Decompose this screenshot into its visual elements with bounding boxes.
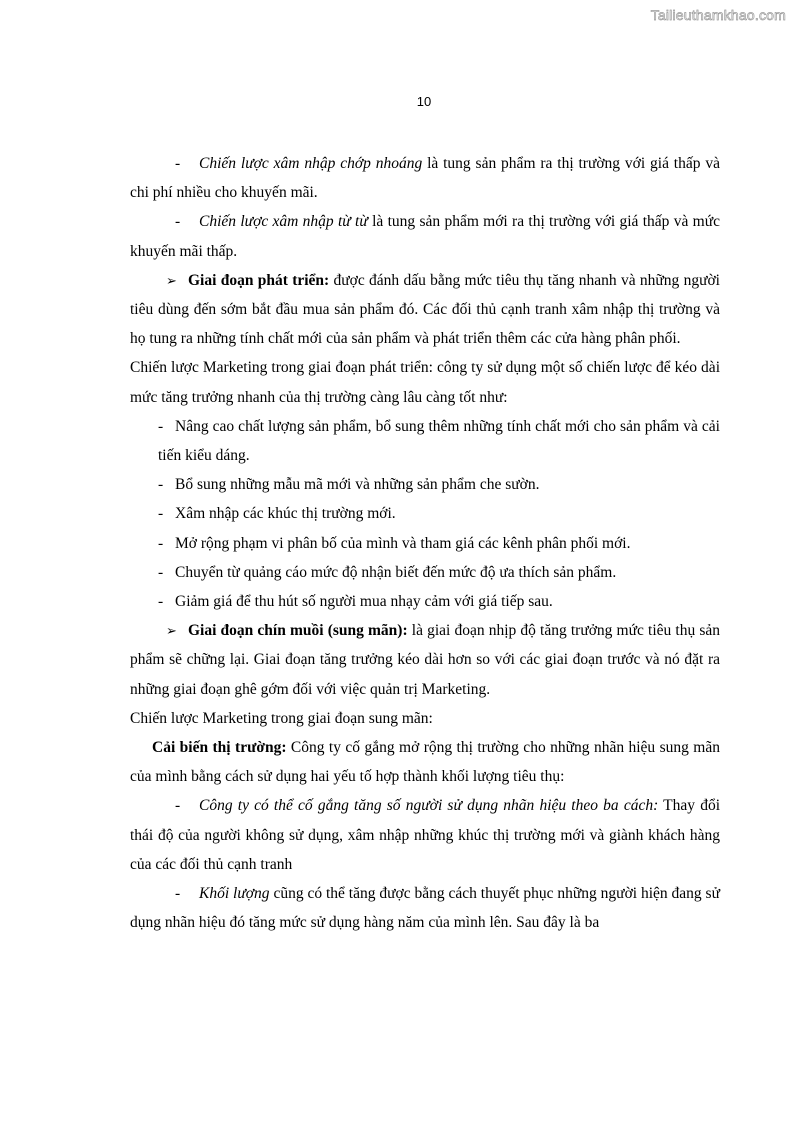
paragraph-slow-penetration [130,207,720,265]
arrow-bullet-icon: ➢ [166,623,177,639]
list-item-5 [130,558,720,587]
list-item-text: Bổ sung những mẫu mã mới và những sản phẩm che sườn. [175,476,540,494]
term-rapid-penetration: Chiến lược xâm nhập chớp nhoáng [199,155,423,172]
dash-marker: - [175,885,181,903]
paragraph-text: Thay đổi thái độ của người không sử dụng, xâm nhập những khúc thị trường mới và giành khách hàng của các đối thủ cạnh tranh [130,797,721,873]
watermark: Tailieuthamkhao.com [650,7,786,23]
paragraph-growth-stage [130,266,720,354]
list-item-2 [130,470,720,499]
dash-marker: - [175,155,181,172]
paragraph-volume [130,879,720,937]
dash-marker: - [158,417,164,435]
dash-marker: - [158,505,164,523]
arrow-bullet-icon: ➢ [166,272,177,288]
dash-marker: - [158,593,164,611]
heading-market-modification: Cải biến thị trường: [152,739,287,757]
paragraph-text: là tung sản phẩm ra thị trường với giá thấp và chi phí nhiều cho khuyến mãi. [130,155,720,202]
list-item-text: Nâng cao chất lượng sản phẩm, bổ sung thêm những tính chất mới cho sản phẩm và cải tiến kiểu dáng. [158,417,720,465]
dash-marker: - [175,213,181,231]
paragraph-maturity-strategy: Chiến lược Marketing trong giai đoạn sung mãn: [130,709,433,727]
list-item-6 [130,587,720,616]
paragraph-market-modification [130,733,720,791]
page-number: 10 [416,94,432,109]
dash-marker: - [158,534,164,552]
list-item-text: Mở rộng phạm vi phân bố của mình và tham giá các kênh phân phối mới. [175,534,631,552]
term-increase-users: Công ty có thể cố gắng tăng số người sử dụng nhãn hiệu theo ba cách: [199,797,659,815]
paragraph-rapid-penetration [130,149,720,207]
paragraph-text: cũng có thể tăng được bằng cách thuyết phục những người hiện đang sử dụng nhãn hiệu đó tăng mức sử dụng hàng năm của mình lên. Sau đây là ba [130,885,720,932]
term-volume: Khối lượng [199,885,270,903]
list-item-text: Xâm nhập các khúc thị trường mới. [175,505,396,523]
list-item-4 [130,529,720,558]
list-item-text: Giảm giá để thu hút số người mua nhạy cảm với giá tiếp sau. [175,593,553,611]
paragraph-text: là giai đoạn nhịp độ tăng trưởng mức tiêu thụ sản phẩm sẽ chững lại. Giai đoạn tăng trưởng kéo dài hơn so với các giai đoạn trước và nó đặt ra những giai đoạn ghê gớm đối với việc quản trị Marketing. [130,622,720,698]
dash-marker: - [175,797,181,815]
term-slow-penetration: Chiến lược xâm nhập từ từ [199,213,368,231]
dash-marker: - [158,476,164,494]
document-body [130,149,720,937]
paragraph-text: là tung sản phẩm mới ra thị trường với giá thấp và mức khuyến mãi thấp. [130,213,720,260]
dash-marker: - [158,563,164,581]
list-item-text: Chuyển từ quảng cáo mức độ nhận biết đến mức độ ưa thích sản phẩm. [175,563,617,581]
heading-growth-stage: Giai đoạn phát triển: [188,271,330,289]
paragraph-text: Công ty cố gắng mở rộng thị trường cho những nhãn hiệu sung mãn của mình bằng cách sử dụng hai yếu tố hợp thành khối lượng tiêu thụ: [130,739,720,786]
list-item-3 [130,499,720,528]
heading-maturity-stage: Giai đoạn chín muồi (sung mãn): [188,622,408,640]
paragraph-text: được đánh dấu bằng mức tiêu thụ tăng nhanh và những người tiêu dùng đến sớm bắt đầu mua sản phẩm đó. Các đối thủ cạnh tranh xâm nhập thị trường và họ tung ra những tính chất mới của sản phẩm và phát triển thêm các cửa hàng phân phối. [130,271,720,348]
list-item-1 [130,412,720,470]
paragraph-maturity-stage [130,616,720,704]
paragraph-increase-users [130,791,720,879]
paragraph-growth-strategy: Chiến lược Marketing trong giai đoạn phát triển: công ty sử dụng một số chiến lược để kéo dài mức tăng trưởng nhanh của thị trường càng lâu càng tốt như: [130,359,720,406]
